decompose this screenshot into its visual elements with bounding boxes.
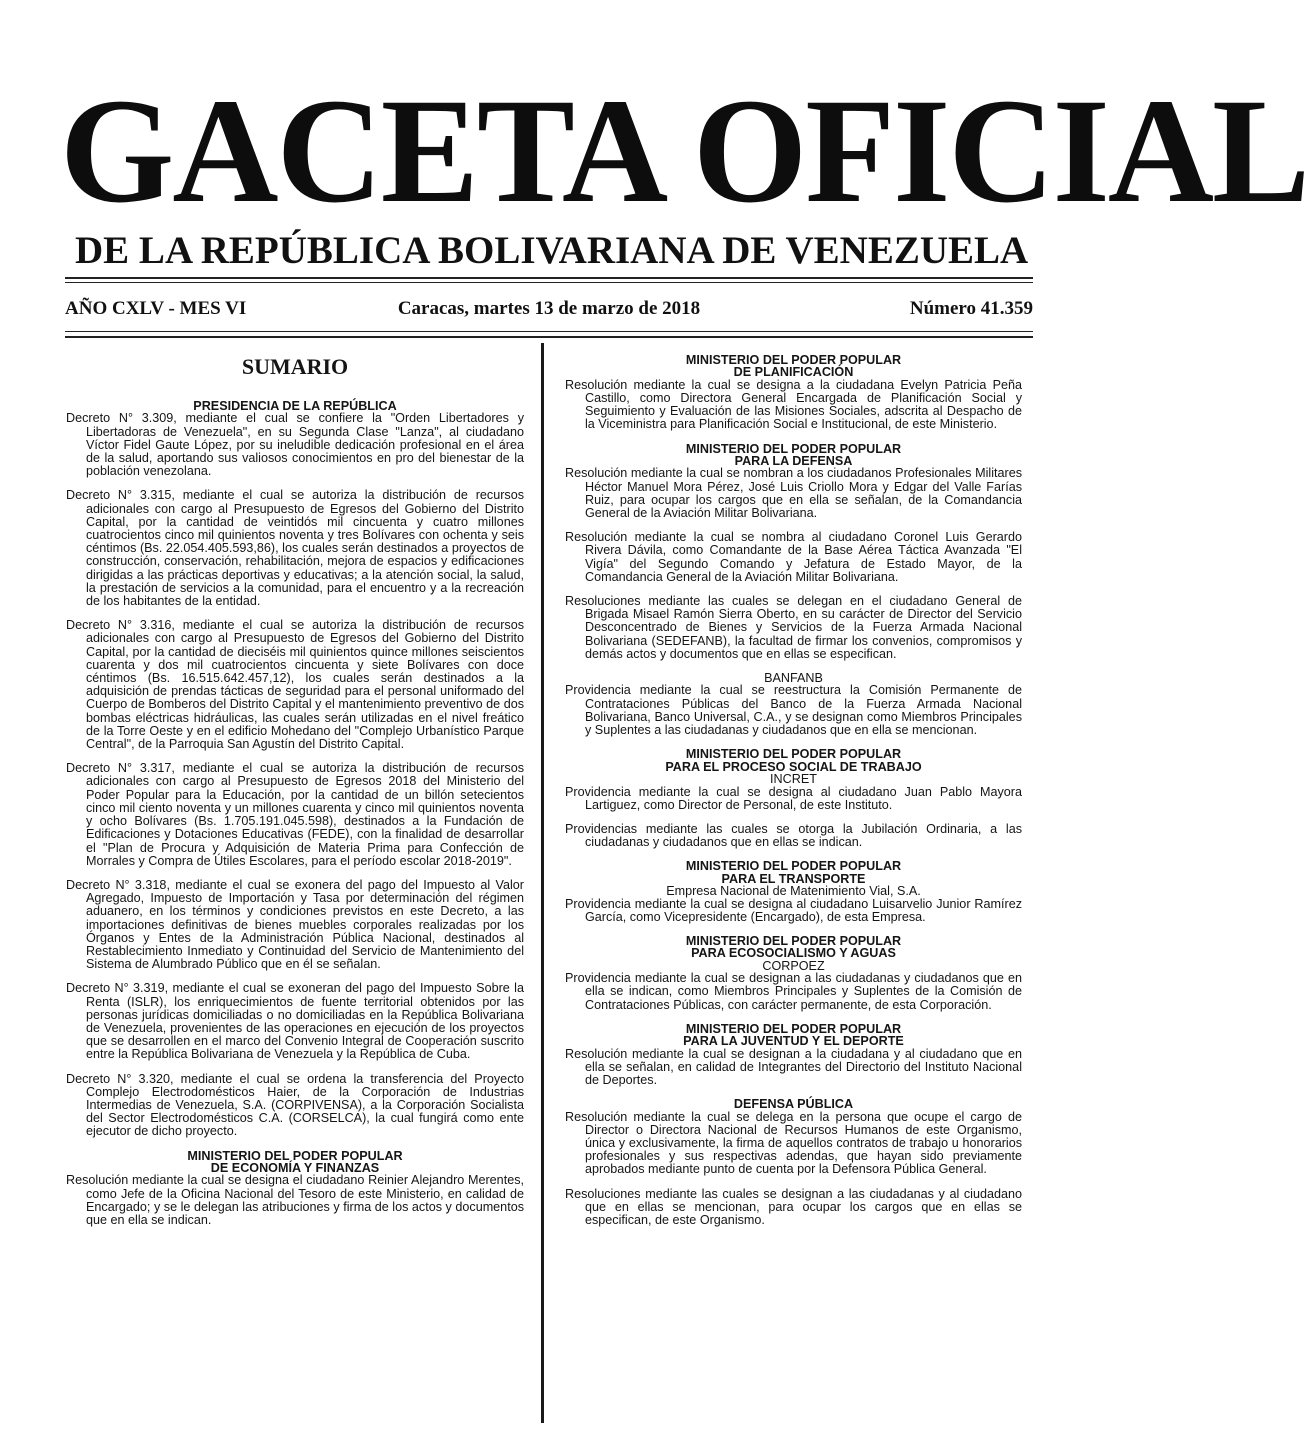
bottom-rule (65, 336, 1033, 338)
issue-number: Número 41.359 (909, 298, 1033, 319)
section-heading: PARA LA DEFENSA (734, 454, 853, 469)
list-item: Providencia mediante la cual se reestructura la Comisión Permanente de Contrataciones Públicas del Banco de la Fuerza Armada Nacional Bolivariana, Banco Universal, C.A., y se designan como Miembros Principales y Suplentes a las ciudadanas y ciudadanos que en ella se mencionan. (565, 683, 1022, 738)
masthead-subtitle: DE LA REPÚBLICA BOLIVARIANA DE VENEZUELA (75, 229, 1029, 272)
sub-entity: BANFANB (764, 671, 823, 686)
section-heading: DE PLANIFICACIÓN (733, 365, 854, 380)
section-heading: PRESIDENCIA DE LA REPÚBLICA (193, 399, 397, 413)
section-defensa (565, 443, 1022, 738)
list-item: Decreto N° 3.309, mediante el cual se confiere la "Orden Libertadores y Libertadoras de Venezuela", en su Segunda Clase "Lanza", al ciudadano Víctor Fidel Gaute López, por su ineludible dedicación profesional en el área de la salud, aportando sus valiosos conocimientos en pro del bienestar de la población venezolana. (66, 411, 524, 479)
list-item: Resolución mediante la cual se designa a la ciudadana Evelyn Patricia Peña Castillo, como Directora General Encargada de Planificación Social y Seguimiento y Evaluación de las Misiones Sociales, adscrita al Despacho de la Viceministra para Planificación Social e Institucional, de este Ministerio. (565, 377, 1022, 432)
section-heading: MINISTERIO DEL PODER POPULAR (685, 353, 902, 367)
section-transporte (565, 860, 1022, 924)
section-heading: MINISTERIO DEL PODER POPULAR (685, 859, 902, 874)
section-heading: DEFENSA PÚBLICA (733, 1097, 854, 1112)
sub-entity: INCRET (770, 772, 817, 787)
list-item: Decreto N° 3.318, mediante el cual se exonera del pago del Impuesto al Valor Agregado, Impuesto de Importación y Tasa por determinación del régimen aduanero, en los términos y condiciones previstos en este Decreto, a las importaciones definitivas de bienes muebles corporales realizadas por los Órganos y Entes de la Administración Pública Nacional, destinados al Restablecimiento Inmediato y Continuidad del Servicio de Mantenimiento del Sistema de Alumbrado Público que en él se señalan. (66, 877, 524, 972)
list-item: Decreto N° 3.315, mediante el cual se autoriza la distribución de recursos adicionales con cargo al Presupuesto de Egresos del Gobierno del Distrito Capital, por la cantidad de veintidós mil cincuenta y cuatro millones cuatrocientos cinco mil quinientos noventa y tres Bolívares con ochenta y seis céntimos (Bs. 22.054.405.593,86), los cuales serán destinados a proyectos de construcción, conservación, rehabilitación, mejora de espacios y edificaciones dirigidas a las prácticas deportivas y educativas; a la atención social, la salud, la prestación de servicios a la comunidad, para el encuentro y a la recreación de los habitantes de la entidad. (66, 488, 524, 609)
list-item: Providencias mediante las cuales se otorga la Jubilación Ordinaria, a las ciudadanas y ciudadanos que en ellas se indican. (565, 821, 1022, 850)
section-heading: PARA LA JUVENTUD Y EL DEPORTE (683, 1034, 904, 1049)
right-column (565, 354, 1022, 1238)
list-item: Decreto N° 3.316, mediante el cual se autoriza la distribución de recursos adicionales con cargo al Presupuesto de Egresos del Gobierno del Distrito Capital, por la cantidad de dieciséis mil quinientos quince millones seiscientos cuarenta y dos mil cuatrocientos cincuenta y siete Bolívares con doce céntimos (Bs. 16.515.642.457,12), los cuales serán destinados a la adquisición de prendas tácticas de seguridad para el personal uniformado del Cuerpo de Bomberos del Distrito Capital y el mantenimiento preventivo de dos bombas eléctricas hidráulicas, las cuales serán utilizadas en el nivel freático de la Torre Oeste y en el edificio Mohedano del "Complejo Urbanístico Parque Central", de la Parroquia San Agustín del Distrito Capital. (66, 618, 524, 752)
top-rule (65, 277, 1033, 279)
section-juventud (565, 1023, 1022, 1087)
section-trabajo (565, 748, 1022, 849)
section-presidencia (66, 400, 524, 1139)
section-heading: DE ECONOMÍA Y FINANZAS (210, 1160, 380, 1175)
sub-entity: Empresa Nacional de Matenimiento Vial, S.A. (666, 884, 921, 899)
section-heading: PARA EL TRANSPORTE (721, 871, 866, 886)
section-heading: MINISTERIO DEL PODER POPULAR (685, 441, 902, 456)
masthead (60, 62, 1308, 240)
section-heading: MINISTERIO DEL PODER POPULAR (187, 1148, 403, 1163)
place-date: Caracas, martes 13 de marzo de 2018 (397, 298, 701, 319)
list-item: Resolución mediante la cual se designan a la ciudadana y al ciudadano que en ella se señalan, en calidad de Integrantes del Directorio del Instituto Nacional de Deportes. (565, 1046, 1022, 1087)
list-item: Resolución mediante la cual se designa el ciudadano Reinier Alejandro Merentes, como Jefe de la Oficina Nacional del Tesoro de este Ministerio, en calidad de Encargado; y se le delegan las atribuciones y firma de los actos y documentos que en ella se indican. (66, 1173, 524, 1227)
list-item: Decreto N° 3.317, mediante el cual se autoriza la distribución de recursos adicionales con cargo al Presupuesto de Egresos 2018 del Ministerio del Poder Popular para la Educación, por la cantidad de un billón setecientos cinco mil ciento noventa y un millones cuarenta y cinco mil quinientos noventa y ocho Bolívares (Bs. 1.705.191.045.598), destinados a la Fundación de Edificaciones y Dotaciones Educativas (FEDE), con la finalidad de desarrollar el "Plan de Procura y Adquisición de Materia Prima para Confección de Morrales y Compra de Útiles Escolares, para el período escolar 2018-2019". (66, 761, 524, 868)
year-month: AÑO CXLV - MES VI (65, 298, 247, 319)
masthead-title: GACETA OFICIAL (60, 68, 1308, 234)
dateline (65, 294, 1033, 324)
section-ecosocialismo (565, 935, 1022, 1012)
section-heading: MINISTERIO DEL PODER POPULAR (685, 933, 902, 948)
section-economia (66, 1150, 524, 1228)
bottom-rule-thin (65, 331, 1033, 332)
sub-entity: CORPOEZ (762, 958, 825, 973)
list-item: Resoluciones mediante las cuales se designan a las ciudadanas y al ciudadano que en ellas se mencionan, para ocupar los cargos que en ellas se especifican, de este Organismo. (565, 1186, 1022, 1228)
list-item: Providencia mediante la cual se designa al ciudadano Juan Pablo Mayora Lartiguez, como Director de Personal, de este Instituto. (565, 784, 1022, 812)
section-planificacion (565, 354, 1022, 432)
left-column (66, 350, 524, 1238)
column-divider (541, 343, 544, 1423)
list-item: Providencia mediante la cual se designa al ciudadano Luisarvelio Junior Ramírez García, como Vicepresidente (Encargado), de esta Empresa. (565, 896, 1022, 924)
list-item: Resolución mediante la cual se delega en la persona que ocupe el cargo de Director o Directora Nacional de Recursos Humanos de este Organismo, única y exclusivamente, la firma de aquellos contratos de trabajo u honorarios profesionales y sus respectivas adendas, que hayan sido previamente aprobados mediante punto de cuenta por la Defensora Pública General. (565, 1109, 1022, 1177)
list-item: Resolución mediante la cual se nombra al ciudadano Coronel Luis Gerardo Rivera Dávila, como Comandante de la Base Aérea Táctica Avanzada "El Vigía" del Segundo Comando y Jefatura de Estado Mayor, de la Comandancia General de la Aviación Militar Bolivariana. (565, 530, 1022, 584)
list-item: Resolución mediante la cual se nombran a los ciudadanos Profesionales Militares Héctor Manuel Mora Pérez, José Luis Criollo Mora y Edgar del Valle Farías Ruiz, para ocupar los cargos que en ella se señalan, de la Comandancia General de la Aviación Militar Bolivariana. (565, 466, 1022, 521)
list-item: Decreto N° 3.319, mediante el cual se exoneran del pago del Impuesto Sobre la Renta (ISLR), los enriquecimientos de fuente territorial obtenidos por las personas jurídicas domiciliadas o no domiciliadas en la República Bolivariana de Venezuela, provenientes de las operaciones en ejecución de los proyectos que se desarrollen en el marco del Convenio Integral de Cooperación suscrito entre la República Bolivariana de Venezuela y la República de Cuba. (66, 981, 524, 1062)
list-item: Resoluciones mediante las cuales se delegan en el ciudadano General de Brigada Misael Ramón Sierra Oberto, en su carácter de Director del Servicio Desconcentrado de Bienes y Servicios de la Fuerza Armada Nacional Bolivariana (SEDEFANB), la facultad de firmar los convenios, compromisos y demás actos y documentos que en ellas se especifican. (565, 594, 1022, 661)
top-rule-thin (65, 282, 1033, 283)
section-heading: MINISTERIO DEL PODER POPULAR (685, 1021, 902, 1036)
list-item: Decreto N° 3.320, mediante el cual se ordena la transferencia del Proyecto Complejo Electrodomésticos Haier, de la Corporación de Industrias Intermedias de Venezuela, S.A. (CORPIVENSA), a la Corporación Socialista del Sector Electrodomésticos C.A. (CORSELCA), la cual fungirá como ente ejecutor de dicho proyecto. (66, 1071, 524, 1139)
section-heading: PARA ECOSOCIALISMO Y AGUAS (691, 946, 896, 961)
section-defensa-publica (565, 1098, 1022, 1227)
section-heading: MINISTERIO DEL PODER POPULAR (685, 747, 902, 762)
section-heading: PARA EL PROCESO SOCIAL DE TRABAJO (665, 759, 922, 774)
sumario-title: SUMARIO (241, 354, 349, 379)
list-item: Providencia mediante la cual se designan a las ciudadanas y ciudadanos que en ella se indican, como Miembros Principales y Suplentes de la Comisión de Contrataciones Públicas, con carácter permanente, de esta Corporación. (565, 971, 1022, 1012)
